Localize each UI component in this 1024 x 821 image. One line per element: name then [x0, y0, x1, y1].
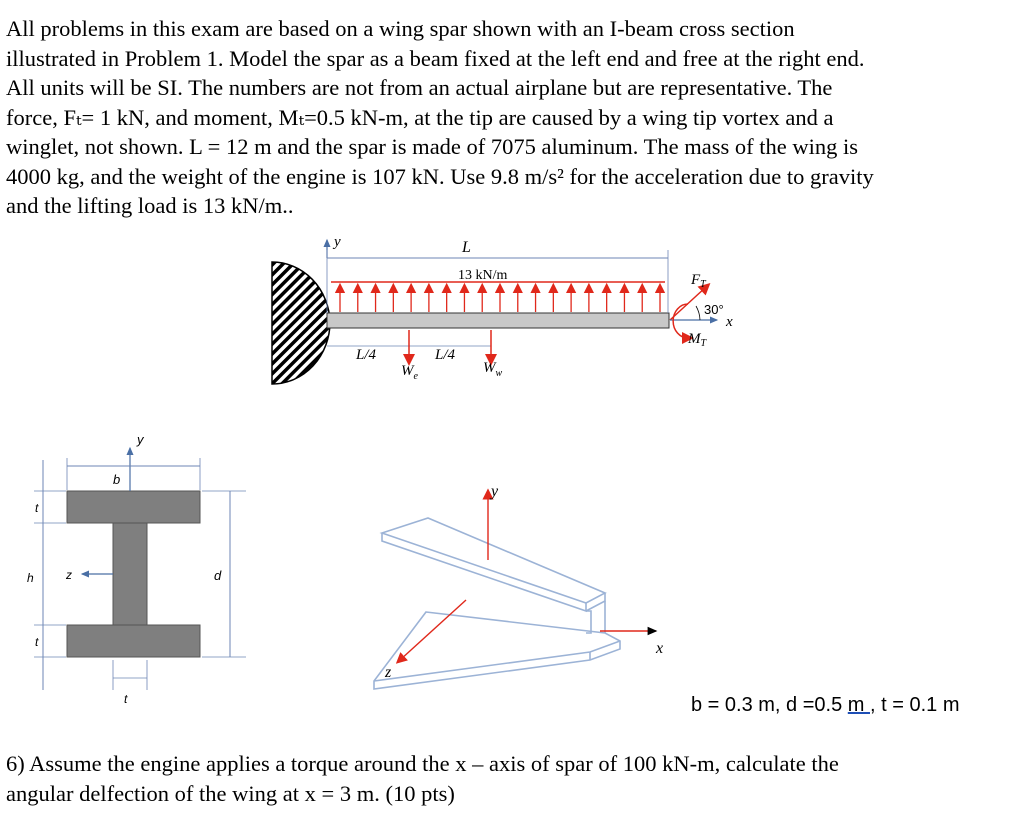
t-bottom-label: t: [35, 635, 39, 649]
cross-section-figure: [27, 432, 246, 706]
beam-y-label: y: [334, 234, 341, 250]
statement-line-3: All units will be SI. The numbers are not from an actual airplane but are representative. The: [6, 75, 833, 100]
spar-beam: [327, 313, 669, 328]
top-flange: [67, 491, 200, 523]
b-label: b: [113, 472, 121, 487]
iso-top-flange: [382, 518, 605, 603]
statement-line-1: All problems in this exam are based on a wing spar shown with an I-beam cross section: [6, 16, 795, 41]
statement-line-5: winglet, not shown. L = 12 m and the spar is made of 7075 aluminum. The mass of the wing is: [6, 134, 858, 159]
tip-moment-arrow: [673, 304, 688, 338]
t-top-label: t: [35, 501, 39, 515]
question-6: [6, 749, 1016, 808]
section-y-label: y: [137, 432, 144, 447]
web: [113, 523, 147, 625]
bottom-flange: [67, 625, 200, 657]
load-label: 13 kN/m: [458, 268, 508, 283]
engine-weight-label: $W_e$: [401, 363, 418, 382]
angle-arc: [696, 306, 700, 320]
t-web-label: t: [124, 692, 128, 706]
statement-line-7: and the lifting load is 13 kN/m..: [6, 193, 294, 218]
question-line-2: angular delfection of the wing at x = 3 m. (10 pts): [6, 780, 455, 806]
angle-label: 30°: [704, 302, 724, 317]
dims-part-1: b = 0.3 m, d =0.5: [691, 694, 848, 716]
tip-force-label: $F_T$: [691, 272, 706, 290]
statement-line-2: illustrated in Problem 1. Model the spar as a beam fixed at the left end and free at the right end.: [6, 45, 865, 71]
dims-part-3: t = 0.1 m: [875, 694, 960, 716]
question-line-1: 6) Assume the engine applies a torque around the x – axis of spar of 100 kN-m, calculate the: [6, 751, 839, 776]
fixed-wall: [272, 262, 330, 384]
iso-web: [586, 611, 591, 633]
beam-figure: [272, 234, 733, 384]
tip-x-label: x: [726, 314, 733, 330]
iso-z-axis: [400, 600, 466, 660]
iso-x-label: x: [656, 640, 664, 657]
d-label: d: [214, 568, 222, 583]
isometric-figure: [374, 483, 663, 689]
dims-part-2: m ,: [847, 694, 876, 716]
section-dimensions: [691, 694, 960, 717]
tip-moment-label: $M_T$: [688, 331, 707, 349]
z-label: z: [66, 568, 72, 582]
h-label: h: [27, 571, 34, 585]
quarter-label-1: L/4: [356, 347, 377, 363]
iso-y-label: y: [491, 483, 499, 500]
statement-line-4: force, Fₜ= 1 kN, and moment, Mₜ=0.5 kN-m, at the tip are caused by a wing tip vortex and a: [6, 104, 834, 130]
lift-load-arrows: [340, 288, 660, 312]
quarter-label-2: L/4: [435, 347, 456, 363]
statement-line-6: 4000 kg, and the weight of the engine is 107 kN. Use 9.8 m/s² for the acceleration due to gravity: [6, 163, 874, 189]
wing-weight-label: $W_w$: [483, 360, 503, 379]
length-label: L: [462, 239, 471, 256]
iso-z-label: z: [385, 664, 392, 681]
